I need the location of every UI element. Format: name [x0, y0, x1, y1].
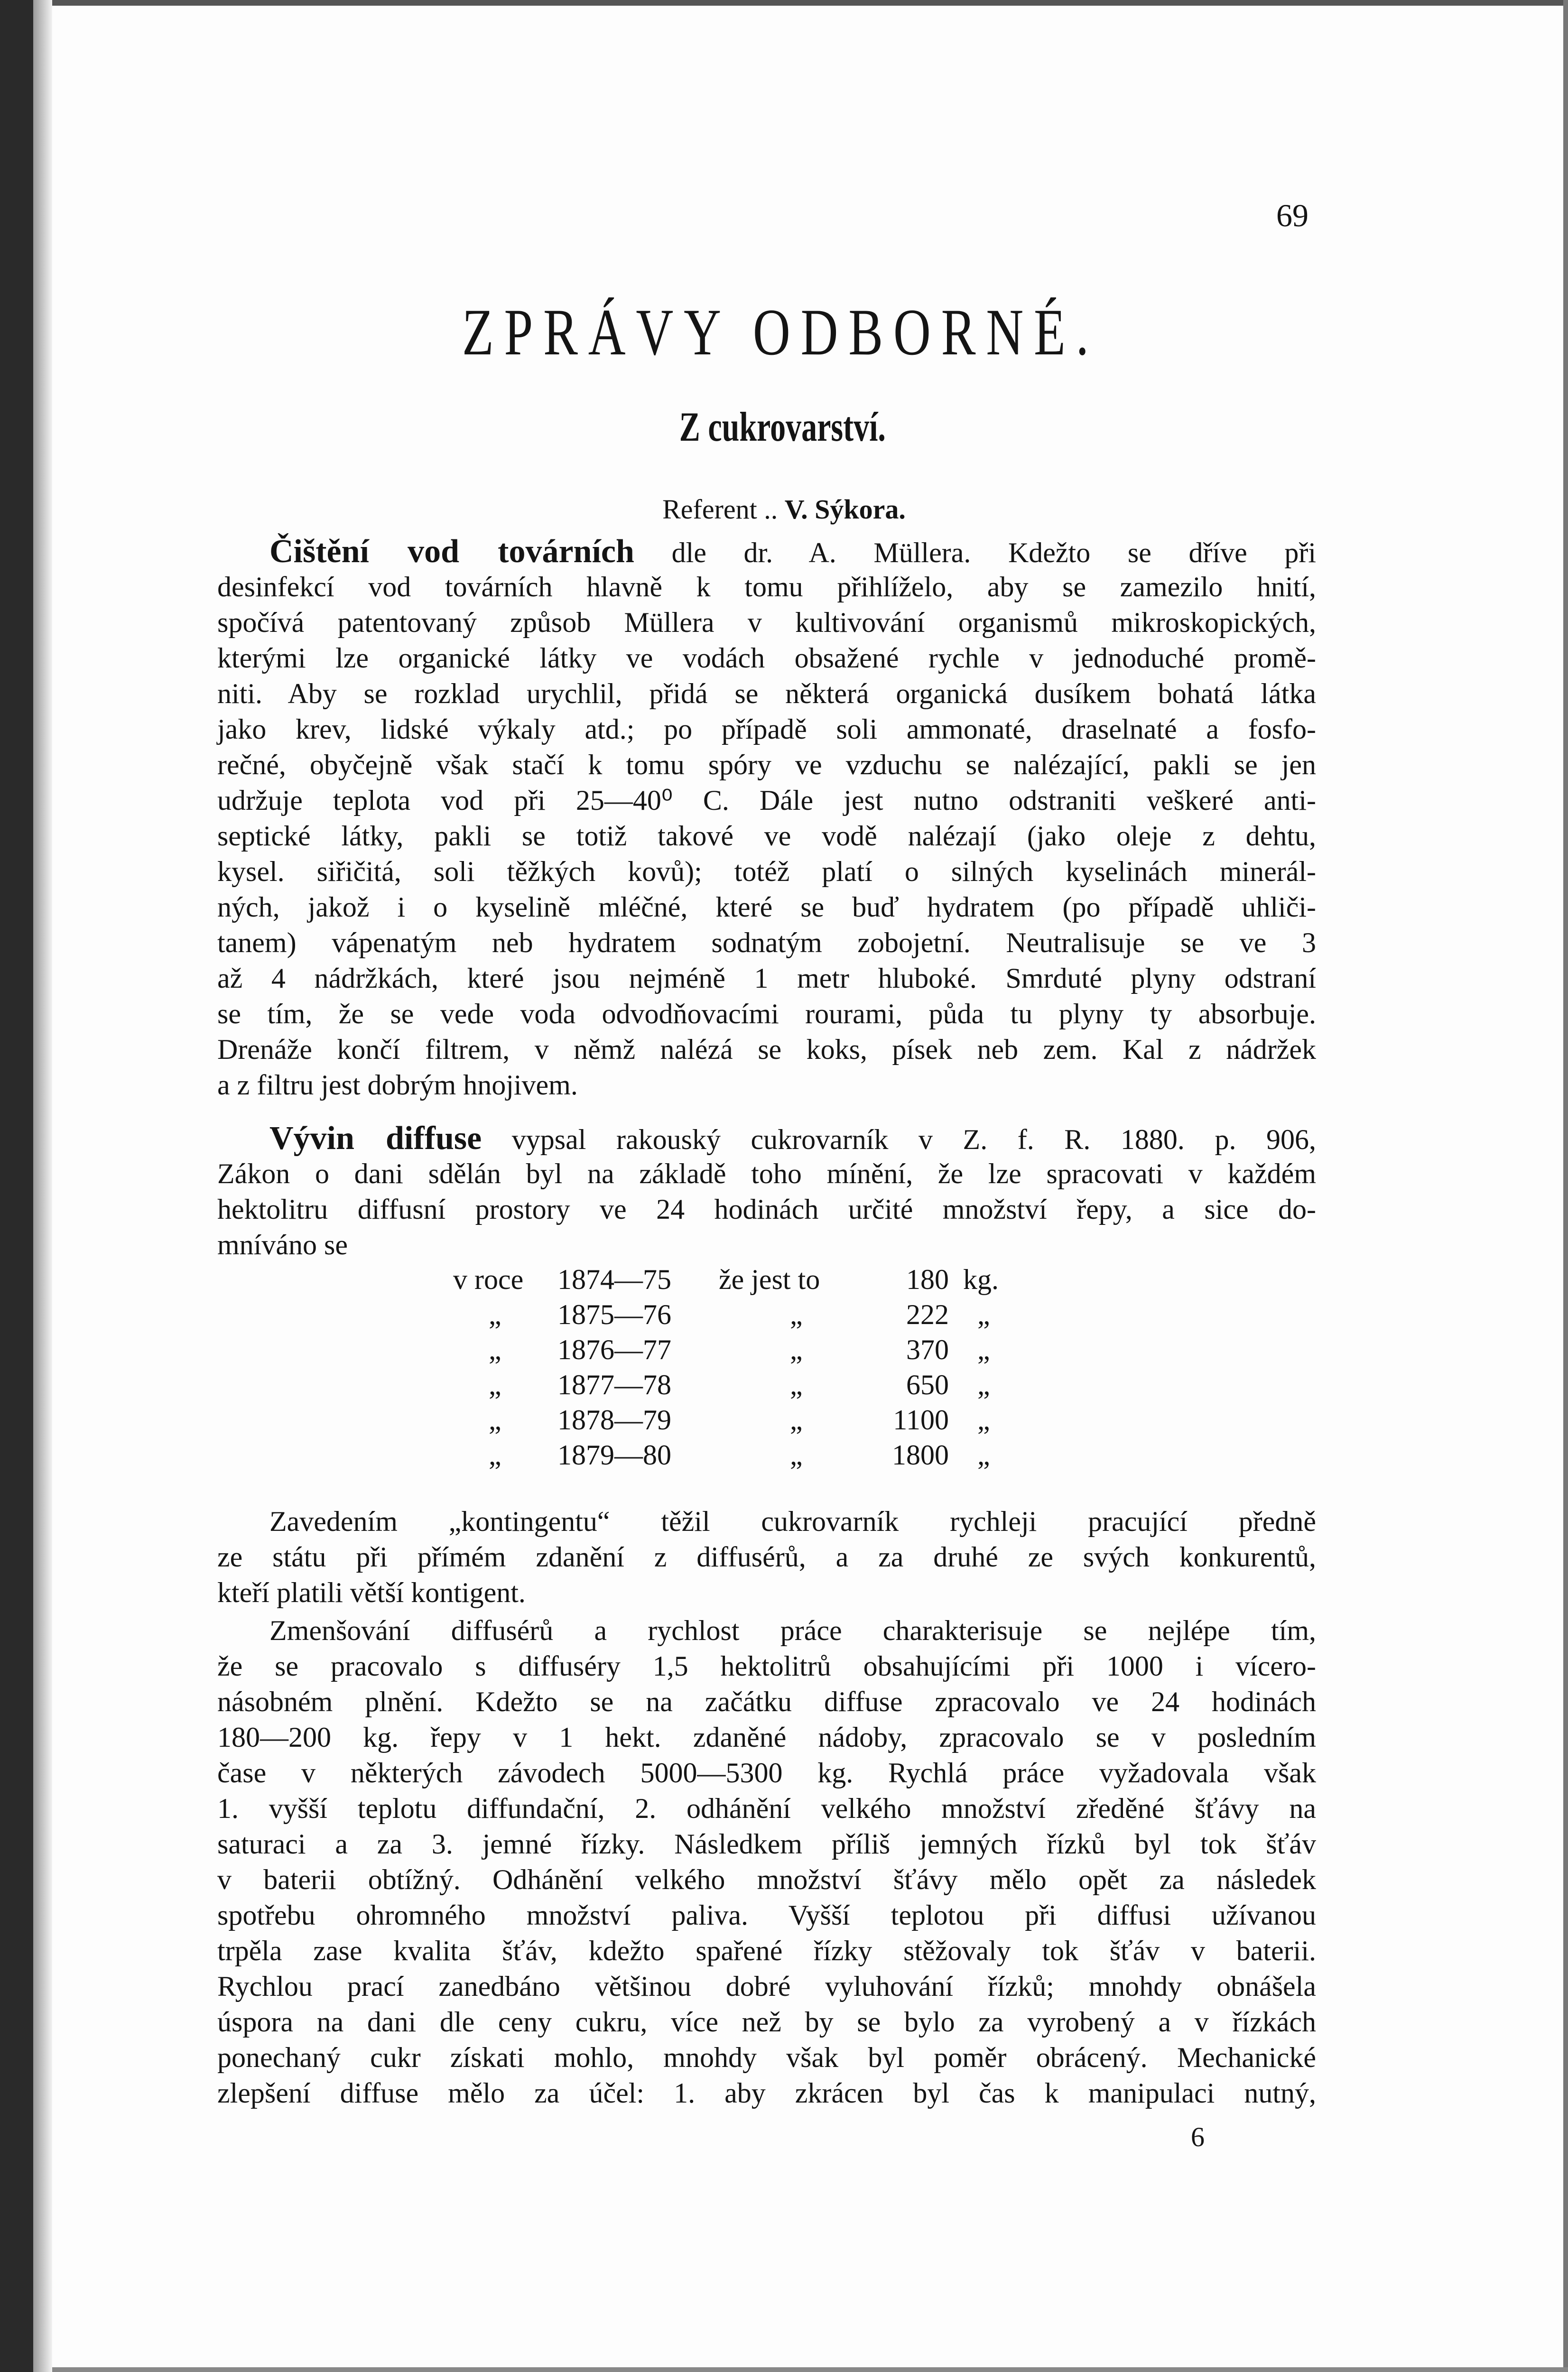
- table-row: [0, 1297, 1568, 1333]
- text-line: čase v některých závodech 5000—5300 kg. Rychlá práce vyžadovala však: [217, 1757, 1316, 1788]
- referent-name: V. Sýkora.: [784, 494, 906, 525]
- paragraph-kontingent: [217, 1504, 1316, 1611]
- text-line: v baterii obtížný. Odhánění velkého množství šťávy mělo opět za následek: [217, 1864, 1316, 1895]
- ditto-mark: „: [489, 1369, 501, 1400]
- table-row: [0, 1367, 1568, 1403]
- text-line: Drenáže končí filtrem, v němž nalézá se koks, písek neb zem. Kal z nádržek: [217, 1034, 1316, 1065]
- text-line: [217, 1121, 1316, 1156]
- text-line: tanem) vápenatým neb hydratem sodnatým zobojetní. Neutralisuje se ve 3: [217, 927, 1316, 958]
- paragraph-body: [217, 1504, 1316, 1611]
- text-line: saturaci a za 3. jemné řízky. Následkem příliš jemných řízků byl tok šťáv: [217, 1828, 1316, 1860]
- table-row: [0, 1402, 1568, 1438]
- unit-cell: kg.: [963, 1264, 999, 1295]
- section-title: ZPRÁVY ODBORNÉ.: [462, 296, 1099, 369]
- text-line: ponechaný cukr získati mohlo, mnohdy však byl poměr obrácený. Mechanické: [217, 2042, 1316, 2073]
- text-line: až 4 nádržkách, které jsou nejméně 1 metr hluboké. Smrduté plyny odstraní: [217, 963, 1316, 994]
- value-cell: 650: [906, 1369, 949, 1400]
- ditto-mark: „: [977, 1334, 990, 1365]
- ditto-mark: „: [790, 1404, 803, 1436]
- value-cell: 222: [906, 1299, 949, 1330]
- ditto-mark: „: [489, 1439, 501, 1471]
- text-line: jako krev, lidské výkaly atd.; po případě soli ammonaté, draselnaté a fosfo-: [217, 713, 1316, 745]
- text-line: rečné, obyčejně však stačí k tomu spóry ve vzduchu se nalézající, pakli se jen: [217, 749, 1316, 780]
- text-line: Zavedením „kontingentu“ těžil cukrovarník rychleji pracující předně: [269, 1506, 1316, 1537]
- referent-line: [0, 493, 1568, 525]
- ditto-mark: „: [790, 1439, 803, 1471]
- text-line: septické látky, pakli se totiž takové ve vodě nalézají (jako oleje z dehtu,: [217, 820, 1316, 852]
- text-line: trpěla zase kvalita šťáv, kdežto spařené řízky stěžovaly tok šťáv v baterii.: [217, 1935, 1316, 1966]
- paragraph-zmensovani: [217, 1613, 1316, 2111]
- years-cell: 1876—77: [557, 1334, 671, 1365]
- ditto-mark: „: [489, 1334, 501, 1365]
- scan-edge-top: [52, 0, 1568, 6]
- text-span: vypsal rakouský cukrovarník v Z. f. R. 1880. p. 906,: [511, 1124, 1317, 1155]
- scan-edge-left: [0, 0, 33, 2372]
- years-cell: 1875—76: [557, 1299, 671, 1330]
- article-cisteni-vod: [217, 534, 1316, 1103]
- text-line: ných, jakož i o kyselině mléčné, které se buď hydratem (po případě uhliči-: [217, 891, 1316, 923]
- text-line: se tím, že se vede voda odvodňovacími rourami, půda tu plyny ty absorbuje.: [217, 998, 1316, 1029]
- text-line: Rychlou prací zanedbáno většinou dobré vyluhování řízků; mnohdy obnášela: [217, 1971, 1316, 2002]
- table-row: [0, 1437, 1568, 1473]
- ditto-mark: „: [790, 1369, 803, 1400]
- value-cell: 1800: [892, 1439, 949, 1471]
- text-line: [217, 534, 1316, 569]
- text-line: Zákon o dani sdělán byl na základě toho mínění, že lze spracovati v každém: [217, 1158, 1316, 1189]
- text-line: ze státu při přímém zdanění z diffusérů, a za druhé ze svých konkurentů,: [217, 1541, 1316, 1573]
- years-cell: 1878—79: [557, 1404, 671, 1436]
- ditto-mark: „: [977, 1404, 990, 1436]
- text-line: kysel. siřičitá, soli těžkých kovů); totéž platí o silných kyselinách minerál-: [217, 856, 1316, 887]
- signature-mark: 6: [1191, 2122, 1205, 2152]
- scan-edge-right: [1563, 0, 1568, 2372]
- text-line: 180—200 kg. řepy v 1 hekt. zdaněné nádoby, zpracovalo se v posledním: [217, 1722, 1316, 1753]
- page-number: 69: [1276, 197, 1308, 233]
- ditto-mark: „: [489, 1299, 501, 1330]
- paragraph-body: [217, 569, 1316, 1103]
- ditto-mark: „: [977, 1439, 990, 1471]
- phrase-cell: že jest to: [719, 1264, 820, 1295]
- text-line: spotřebu ohromného množství paliva. Vyšší teplotou při diffusi užívanou: [217, 1899, 1316, 1931]
- text-line: kterými lze organické látky ve vodách obsažené rychle v jednoduché promě-: [217, 642, 1316, 674]
- ditto-mark: „: [977, 1299, 990, 1330]
- text-line: niti. Aby se rozklad urychlil, přidá se některá organická dusíkem bohatá látka: [217, 678, 1316, 709]
- text-line: 1. vyšší teplotu diffundační, 2. odhánění velkého množství zředěné šťávy na: [217, 1793, 1316, 1824]
- value-cell: 180: [906, 1264, 949, 1295]
- paragraph-body: [217, 1613, 1316, 2111]
- ditto-mark: „: [977, 1369, 990, 1400]
- years-cell: 1877—78: [557, 1369, 671, 1400]
- referent-label: Referent ..: [662, 494, 778, 525]
- article-heading: Vývin diffuse: [269, 1120, 482, 1157]
- scan-edge-bottom: [52, 2367, 1568, 2372]
- text-line: násobném plnění. Kdežto se na začátku diffuse zpracovalo ve 24 hodinách: [217, 1686, 1316, 1717]
- table-row: [0, 1262, 1568, 1297]
- text-line: že se pracovalo s diffuséry 1,5 hektolitrů obsahujícími při 1000 i vícero-: [217, 1650, 1316, 1682]
- years-cell: 1879—80: [557, 1439, 671, 1471]
- paragraph-body: [217, 1156, 1316, 1263]
- article-vyvin-diffuse: [217, 1121, 1316, 1263]
- ditto-mark: „: [790, 1334, 803, 1365]
- years-cell: 1874—75: [557, 1264, 671, 1295]
- prefix-cell: v roce: [453, 1264, 524, 1295]
- text-line: zlepšení diffuse mělo za účel: 1. aby zkrácen byl čas k manipulaci nutný,: [217, 2077, 1316, 2109]
- ditto-mark: „: [489, 1404, 501, 1436]
- text-line: spočívá patentovaný způsob Müllera v kultivování organismů mikroskopických,: [217, 607, 1316, 638]
- text-line: Zmenšování diffusérů a rychlost práce charakterisuje se nejlépe tím,: [269, 1615, 1316, 1646]
- section-subtitle: Z cukrovarství.: [679, 404, 886, 450]
- value-cell: 370: [906, 1334, 949, 1365]
- text-line: a z filtru jest dobrým hnojivem.: [217, 1069, 578, 1101]
- scan-edge-shadow: [33, 0, 52, 2372]
- text-span: dle dr. A. Müllera. Kdežto se dříve při: [671, 537, 1316, 568]
- text-line: kteří platili větší kontigent.: [217, 1577, 526, 1608]
- article-heading: Čištění vod továrních: [269, 533, 634, 570]
- text-line: desinfekcí vod továrních hlavně k tomu přihlíželo, aby se zamezilo hnití,: [217, 571, 1316, 602]
- text-line: úspora na dani dle ceny cukru, více než by se bylo za vyrobený a v řízkách: [217, 2006, 1316, 2038]
- text-line: udržuje teplota vod při 25—40⁰ C. Dále jest nutno odstraniti veškeré anti-: [217, 785, 1316, 816]
- ditto-mark: „: [790, 1299, 803, 1330]
- table-row: [0, 1332, 1568, 1368]
- text-line: mníváno se: [217, 1229, 348, 1260]
- text-line: hektolitru diffusní prostory ve 24 hodinách určité množství řepy, a sice do-: [217, 1194, 1316, 1225]
- value-cell: 1100: [893, 1404, 949, 1436]
